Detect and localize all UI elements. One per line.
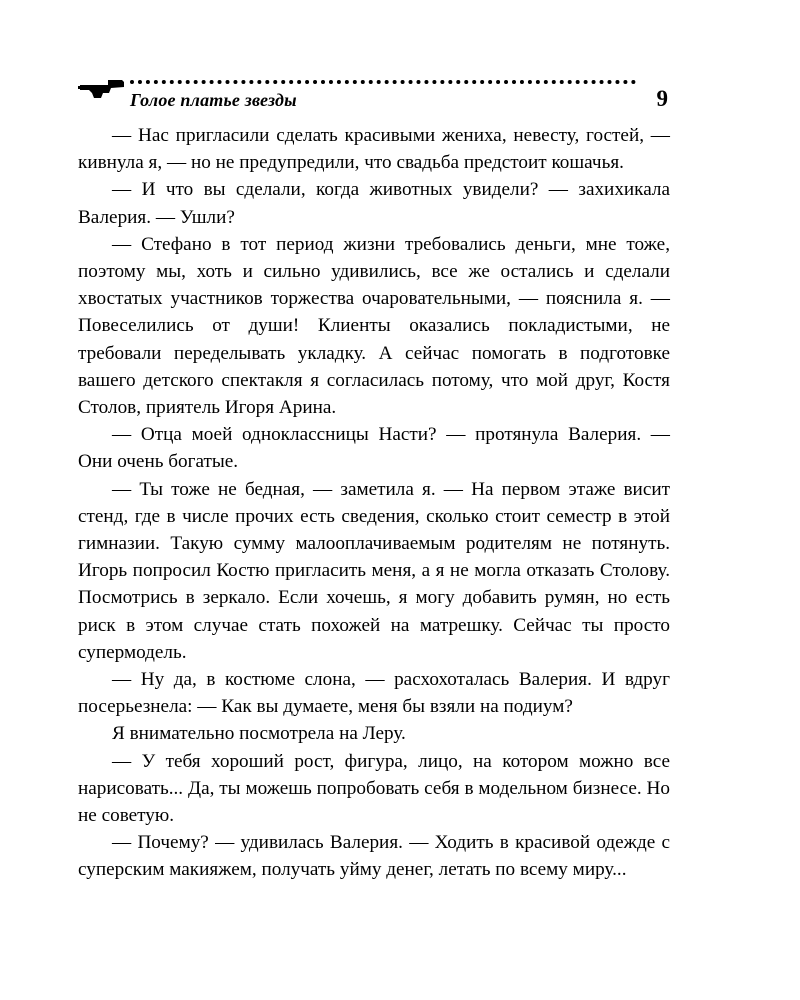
running-head	[78, 72, 668, 112]
paragraph: — Нас пригласили сделать красивыми жениха, невесту, гостей, — кивнула я, — но не предупредили, что свадьба предстоит кошачья.	[78, 125, 670, 174]
paragraph: — Ты тоже не бедная, — заметила я. — На первом этаже висит стенд, где в числе прочих есть сведения, сколько стоит семестр в этой гимназии. Такую сумму малооплачиваемым родителям не потянуть. Игорь попросил Костю пригласить меня, а я не могла отказать Столову. Посмотрись в зеркало. Если хочешь, я могу добавить румян, но есть риск в этом случае стать похожей на матрешку. Сейчас ты просто супермодель.	[78, 478, 670, 663]
paragraph: Я внимательно посмотрела на Леру.	[112, 723, 406, 745]
body-text	[78, 122, 670, 884]
paragraph: — И что вы сделали, когда животных увидели? — захихикала Валерия. — Ушли?	[78, 179, 670, 228]
paragraph: — Отца моей одноклассницы Насти? — протянула Валерия. — Они очень богатые.	[78, 424, 670, 473]
header-dotted-rule	[130, 80, 636, 84]
pistol-icon	[78, 76, 126, 102]
page-number: 9	[656, 86, 668, 111]
paragraph: — Стефано в тот период жизни требовались деньги, мне тоже, поэтому мы, хоть и сильно удивились, все же остались и сделали хвостатых участников торжества очаровательными, — пояснила я. — Повеселились от души! Клиенты оказались покладистыми, не требовали переделывать укладку. А сейчас помогать в подготовке вашего детского спектакля я согласилась потому, что мой друг, Костя Столов, приятель Игоря Арина.	[78, 233, 670, 419]
paragraph: — Почему? — удивилась Валерия. — Ходить в красивой одежде с суперским макияжем, получать уйму денег, летать по всему миру...	[78, 832, 670, 881]
header-title: Голое платье звезды	[130, 90, 297, 110]
paragraph: — У тебя хороший рост, фигура, лицо, на котором можно все нарисовать... Да, ты можешь попробовать себя в модельном бизнесе. Но не советую.	[78, 750, 670, 827]
paragraph: — Ну да, в костюме слона, — расхохоталась Валерия. И вдруг посерьезнела: — Как вы думаете, меня бы взяли на подиум?	[78, 669, 670, 718]
